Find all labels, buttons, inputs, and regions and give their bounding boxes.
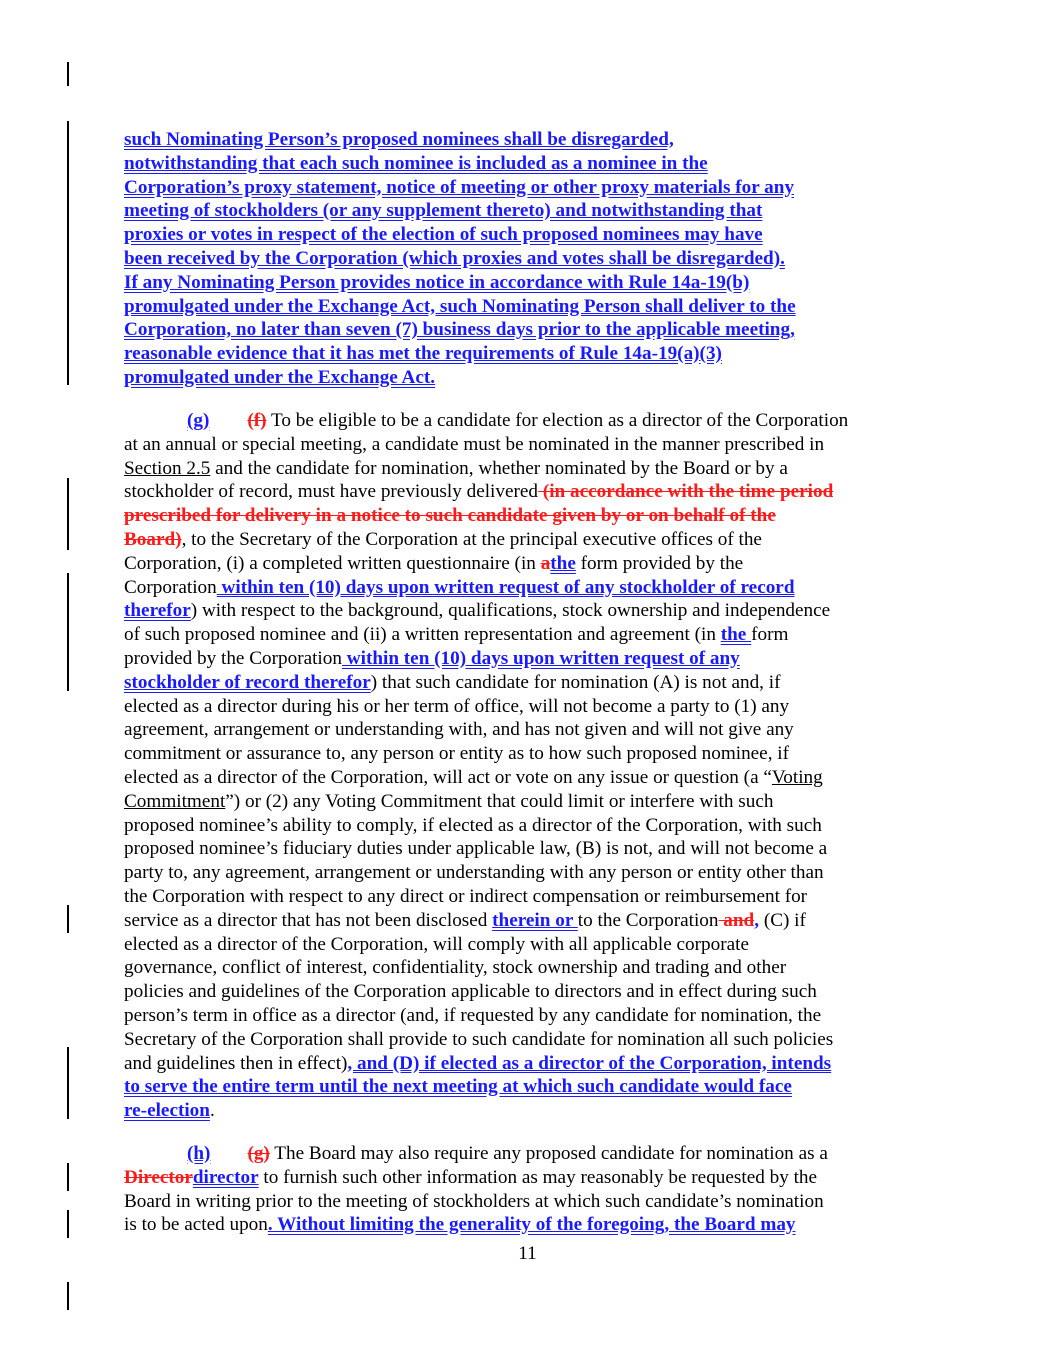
change-bar — [67, 1163, 69, 1191]
deleted-text: Board) — [124, 528, 182, 550]
change-bar — [67, 478, 69, 550]
inserted-text: , — [754, 909, 760, 931]
change-bar — [67, 573, 69, 691]
inserted-text: Corporation, no later than seven (7) business days prior to the applicable meeting, — [124, 319, 795, 341]
change-bar — [67, 905, 69, 933]
change-bar — [67, 1210, 69, 1238]
inserted-text: therein or — [492, 909, 578, 931]
inserted-text: If any Nominating Person provides notice in accordance with Rule 14a-19(b) — [124, 271, 750, 293]
section-marker-inserted: (g) — [187, 410, 210, 431]
section-reference: Section 2.5 — [124, 457, 211, 479]
inserted-text: therefor — [124, 600, 191, 622]
section-marker-deleted: (f) — [247, 410, 267, 431]
change-bar — [67, 1282, 69, 1310]
inserted-text: , and (D) if elected as a director of the Corporation, intends — [347, 1052, 832, 1074]
inserted-text: such Nominating Person’s proposed nominees shall be disregarded, — [124, 129, 674, 150]
inserted-text: notwithstanding that each such nominee is included as a nominee in the — [124, 152, 708, 174]
deleted-text: prescribed for delivery in a notice to such candidate given by or on behalf of the — [124, 505, 776, 527]
inserted-text: reasonable evidence that it has met the requirements of Rule 14a-19(a)(3) — [124, 343, 722, 365]
deleted-text: (in accordance with the time period — [538, 481, 834, 503]
deleted-text: Director — [124, 1166, 193, 1188]
defined-term: Commitment — [124, 790, 226, 812]
inserted-text: Corporation’s proxy statement, notice of meeting or other proxy materials for any — [124, 176, 795, 198]
inserted-text: the — [550, 552, 576, 574]
inserted-text: within ten (10) days upon written request of any — [341, 647, 740, 669]
paragraph-g: (g) (f) To be eligible to be a candidate for election as a director of the Corporation at an annual or special meeting, a candidate must be nominated in the manner prescribed in Section 2.5 and the candidate for nomination, whether nominated by the Board or by a stockholder of record, must have previously delivered (in accordance with the time period prescribed for delivery in a notice to such candidate given by or on behalf of the Board), to the Secretary of the Corporation at the principal executive offices of the Corporation, (i) a completed written questionnaire (in athe form provided by the Corporation within ten (10) days upon written request of any stockholder of record therefor) with respect to the background, qualifications, stock ownership and independence of such proposed nominee and (ii) a written representation and agreement (in the form provided by the Corporation within ten (10) days upon written request of any stockholder of record therefor) that such candidate for nomination (A) is not and, if elected as a director during his or her term of office, will not become a party to (1) any agreement, arrangement or understanding with, and has not given and will not give any commitment or assurance to, any person or entity as to how such proposed nominee, if elected as a director of the Corporation, will act or vote on any issue or question (a “Voting Commitment”) or (2) any Voting Commitment that could limit or interfere with such proposed nominee’s ability to comply, if elected as a director of the Corporation, with such proposed nominee’s fiduciary duties under applicable law, (B) is not, and will not become a party to, any agreement, arrangement or understanding with any person or entity other than the Corporation with respect to any direct or indirect compensation or reimbursement for service as a director that has not been disclosed therein or to the Corporation and, (C) if elected as a director of the Corporation, will comply with all applicable corporate governance, conflict of interest, confidentiality, stock ownership and trading and other policies and guidelines of the Corporation applicable to directors and in effect during such person’s term in office as a director (and, if requested by any candidate for nomination, the Secretary of the Corporation shall provide to such candidate for nomination all such policies and guidelines then in effect), and (D) if elected as a director of the Corporation, intends to serve the entire term until the next meeting at which such candidate would face re-election. — [124, 409, 934, 1123]
section-marker-deleted: (g) — [247, 1143, 270, 1164]
inserted-text: stockholder of record therefor — [124, 671, 371, 693]
change-bar — [67, 62, 69, 86]
inserted-text: promulgated under the Exchange Act. — [124, 366, 436, 388]
inserted-text: promulgated under the Exchange Act, such Nominating Person shall deliver to the — [124, 295, 796, 317]
inserted-text: been received by the Corporation (which proxies and votes shall be disregarded). — [124, 247, 785, 269]
inserted-text: the — [720, 624, 752, 646]
paragraph-h: (h) (g) The Board may also require any proposed candidate for nomination as a Directordirector to furnish such other information as may reasonably be requested by the Board in writing prior to the meeting of stockholders at which such candidate’s nomination is to be acted upon. Without limiting the generality of the foregoing, the Board may — [124, 1143, 828, 1236]
page-number: 11 — [518, 1243, 537, 1264]
change-bar — [67, 1047, 69, 1119]
inserted-text: within ten (10) days upon written request of any stockholder of record — [216, 576, 795, 598]
inserted-text: re-election — [124, 1100, 210, 1122]
inserted-text: to serve the entire term until the next meeting at which such candidate would face — [124, 1076, 792, 1098]
section-marker-inserted: (h) — [187, 1143, 211, 1164]
inserted-text: proxies or votes in respect of the election of such proposed nominees may have — [124, 224, 763, 246]
inserted-text: meeting of stockholders (or any supplement thereto) and notwithstanding that — [124, 200, 763, 222]
deleted-text: a — [540, 552, 551, 574]
inserted-text: . Without limiting the generality of the foregoing, the Board may — [267, 1214, 796, 1236]
defined-term: Voting — [771, 766, 823, 788]
change-bar — [67, 121, 69, 385]
paragraph-f-tail — [124, 128, 934, 390]
inserted-text: director — [192, 1166, 259, 1188]
deleted-text: and — [718, 909, 755, 931]
